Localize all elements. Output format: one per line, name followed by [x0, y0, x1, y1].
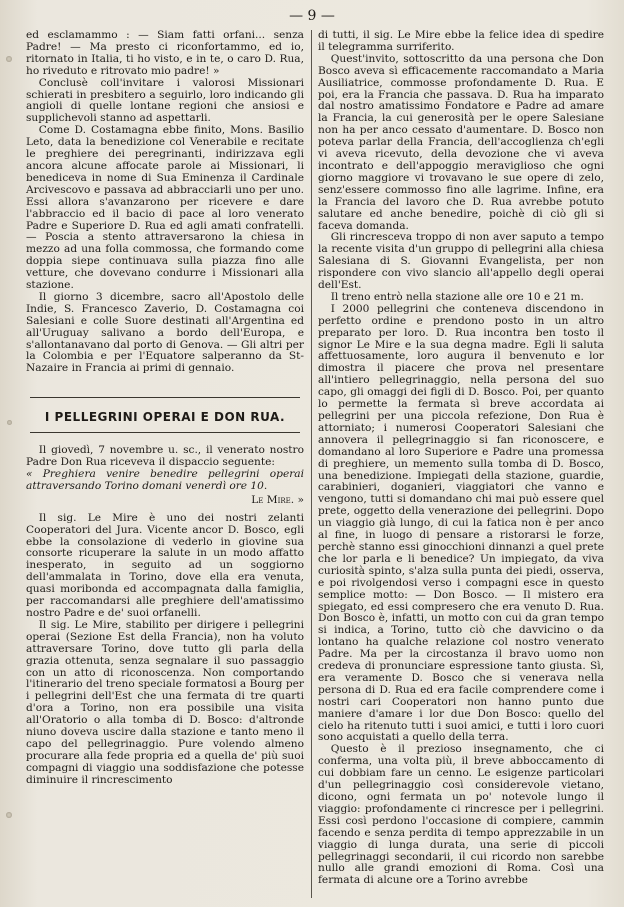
- paragraph: Gli rincresceva troppo di non aver saputo a tempo la recente visita d'un gruppo di pellegrini alla chiesa Salesiana di S. Giovanni Evangelista, per non rispondere con vivo slancio all'appello degli operai dell'Est.: [318, 231, 604, 292]
- paragraph: Il sig. Le Mire, stabilito per dirigere i pellegrini operai (Sezione Est della Francia), non ha voluto attraversare Torino, dove tutto gli parla della grazia ottenuta, senza segnalare il suo passaggio con un atto di riconoscenza. Non comportando l'itinerario del treno speciale formatosi a Bourg per i pellegrini dell'Est che una fermata di tre quarti d'ora a Torino, non era possibile una visita all'Oratorio o alla tomba di D. Bosco: d'altronde niuno doveva uscire dalla stazione e tanto meno il capo del pellegrinaggio. Pure volendo almeno procurare alla fede propria ed a quella de' più suoi compagni di viaggio una soddisfazione che potesse diminuire il rincrescimento: [26, 618, 304, 786]
- paragraph: Il treno entrò nella stazione alle ore 10 e 21 m.: [330, 290, 584, 303]
- paragraph: Il giovedì, 7 novembre u. sc., il venerato nostro Padre Don Rua riceveva il dispaccio seguente:: [26, 444, 304, 469]
- paragraph: Questo è il prezioso insegnamento, che ci conferma, una volta più, il breve abboccamento di cui dobbiam fare un cenno. Le esigenze particolari d'un pellegrinaggio così considerevole vietano, dicono, ogni fermata un po' notevole lungo il viaggio: profondamente ci rincresce per i pellegrini. Essi così perdono l'occasione di compiere, cammin facendo e senza perdita di tempo apprezzabile in un viaggio di lunga durata, una serie di piccoli pellegrinaggi secondarii, il cui ricordo non sarebbe nullo alle grandi emozioni di Roma. Così una fermata di alcune ore a Torino avrebbe: [318, 743, 604, 887]
- binding-hole: [6, 56, 12, 62]
- title-underline: [30, 432, 300, 433]
- page-number: — 9 —: [289, 8, 335, 24]
- telegram-signature: Le Mire. »: [251, 493, 304, 506]
- paragraph: ed esclamammo : — Siam fatti orfani... senza Padre! — Ma presto ci riconfortammo, ed io, ritornato in Italia, ti ho visto, e in te, o caro D. Rua, ho riveduto e ritrovato mio padre! »: [26, 29, 304, 77]
- left-column: [26, 30, 304, 787]
- binding-hole: [6, 812, 12, 818]
- paragraph: di tutti, il sig. Le Mire ebbe la felice idea di spedire il telegramma surriferito.: [318, 29, 604, 53]
- section-divider: [30, 397, 300, 398]
- paragraph: Come D. Costamagna ebbe finito, Mons. Basilio Leto, data la benedizione col Venerabile e recitate le preghiere dei peregrinanti, indirizzava egli ancora alcune affocate parole ai Missionari, li benediceva in nome di Sua Eminenza il Cardinale Arcivescovo e passava ad abbracciarli uno per uno. Essi allora s'avanzarono per ricevere e dare l'abbraccio ed il bacio di pace al loro venerato Padre e Superiore D. Rua ed agli amati confratelli. — Poscia a stento attraversarono la chiesa in mezzo ad una folla commossa, che formando come doppia siepe continuava sulla piazza fino alle vetture, che dovevano condurre i Missionari alla stazione.: [26, 124, 304, 292]
- telegram-quote: « Preghiera venire benedire pellegrini operai attraversando Torino domani venerdì ore 10.: [26, 468, 304, 492]
- column-rule: [311, 30, 312, 898]
- right-column: [318, 30, 604, 887]
- paragraph: Quest'invito, sottoscritto da una persona che Don Bosco aveva sì efficacemente raccomandato a Maria Ausiliatrice, commosse profondamente D. Rua. E poi, era la Francia che passava. D. Rua ha imparato dal nostro amatissimo Fondatore e Padre ad amare la Francia, la cui generosità per le opere Salesiane non ha per anco cessato d'aumentare. D. Bosco non poteva parlar della Francia, dell'accoglienza ch'egli vi aveva ricevuto, della devozione che vi aveva incontrato e dell'appoggio meraviglioso che ogni giorno maggiore vi trovavano le sue opere di zelo, senz'essere commosso fino alle lagrime. Infine, era la Francia del lavoro che D. Rua avrebbe potuto salutare ed anche benedire, poichè di ciò gli si faceva domanda.: [318, 52, 604, 232]
- article-title: I PELLEGRINI OPERAI E DON RUA.: [44, 410, 286, 425]
- paragraph: I 2000 pellegrini che conteneva discendono in perfetto ordine e prendono posto in un altro preparato per loro. D. Rua incontra ben tosto il signor Le Mire e la sua degna madre. Egli li saluta affettuosamente, loro augura il benvenuto e lor dimostra il piacere che prova nel presentare all'intiero pellegrinaggio, nella persona del suo capo, gli omaggi dei figli di D. Bosco. Poi, per quanto lo permette la fermata sì breve accordata ai pellegrini per una piccola refezione, Don Rua è attorniato; i numerosi Cooperatori Salesiani che annovera il pellegrinaggio si fan riconoscere, e domandano al loro Superiore e Padre una promessa di preghiere, un memento sulla tomba di D. Bosco, una benedizione. Impiegati della stazione, guardie, carabinieri, doganieri, viaggiatori che vanno e vengono, tutti si domandano chi mai può essere quel prete, oggetto della venerazione dei pellegrini. Dopo un viaggio già lungo, di cui la fatica non è per anco al fine, in luogo di pensare a ristorarsi le forze, perchè stanno essi ginocchioni dinnanzi a quel prete che lor parla e li benedice? Un impiegato, da viva curiosità spinto, s'alza sulla punta dei piedi, osserva, e poi rivolgendosi verso i compagni esce in questo semplice motto: — Don Bosco. — Il mistero era spiegato, ed essi compresero che era venuto D. Rua. Don Bosco è, infatti, un motto con cui da gran tempo si indica, a Torino, tutto ciò che davvicino o da lontano ha qualche relazione col nostro venerato Padre. Ma per la circostanza il bravo uomo non credeva di pronunciare espressione tanto giusta. Sì, era veramente D. Bosco che si venerava nella persona di D. Rua ed era facile comprendere come i nostri cari Cooperatori non hanno punto due maniere d'amare i lor due Don Bosco: quello del cielo ha ritenuto tutti i suoi amici, e tutti i loro cuori sono acquistati a quello della terra.: [318, 302, 604, 744]
- paragraph: Il giorno 3 dicembre, sacro all'Apostolo delle Indie, S. Francesco Zaverio, D. Costamagna coi Salesiani e colle Suore destinati all'Argentina ed all'Uruguay salivano a bordo dell'Europa, e s'allontanavano dal porto di Genova. — Gli altri per la Colombia e per l'Equatore salperanno da St-Nazaire in Francia ai primi di gennaio.: [26, 290, 304, 375]
- paragraph: Il sig. Le Mire è uno dei nostri zelanti Cooperatori del Jura. Vicente ancor D. Bosco, egli ebbe la consolazione di vederlo in giovine sua consorte ricuperare la salute in un modo affatto inesperato, in seguito ad un soggiorno dell'ammalata in Torino, dove ella era venuta, quasi moribonda ed accompagnata dalla famiglia, per raccomandarsi alle preghiere dell'amatissimo nostro Padre e de' suoi orfanelli.: [26, 511, 304, 619]
- paragraph: Conclusè coll'invitare i valorosi Missionari schierati in presbitero a seguirlo, loro indicando gli angioli di quelle lontane regioni che ansiosi e supplichevoli stanno ad aspettarli.: [26, 76, 304, 125]
- binding-hole: [7, 420, 12, 425]
